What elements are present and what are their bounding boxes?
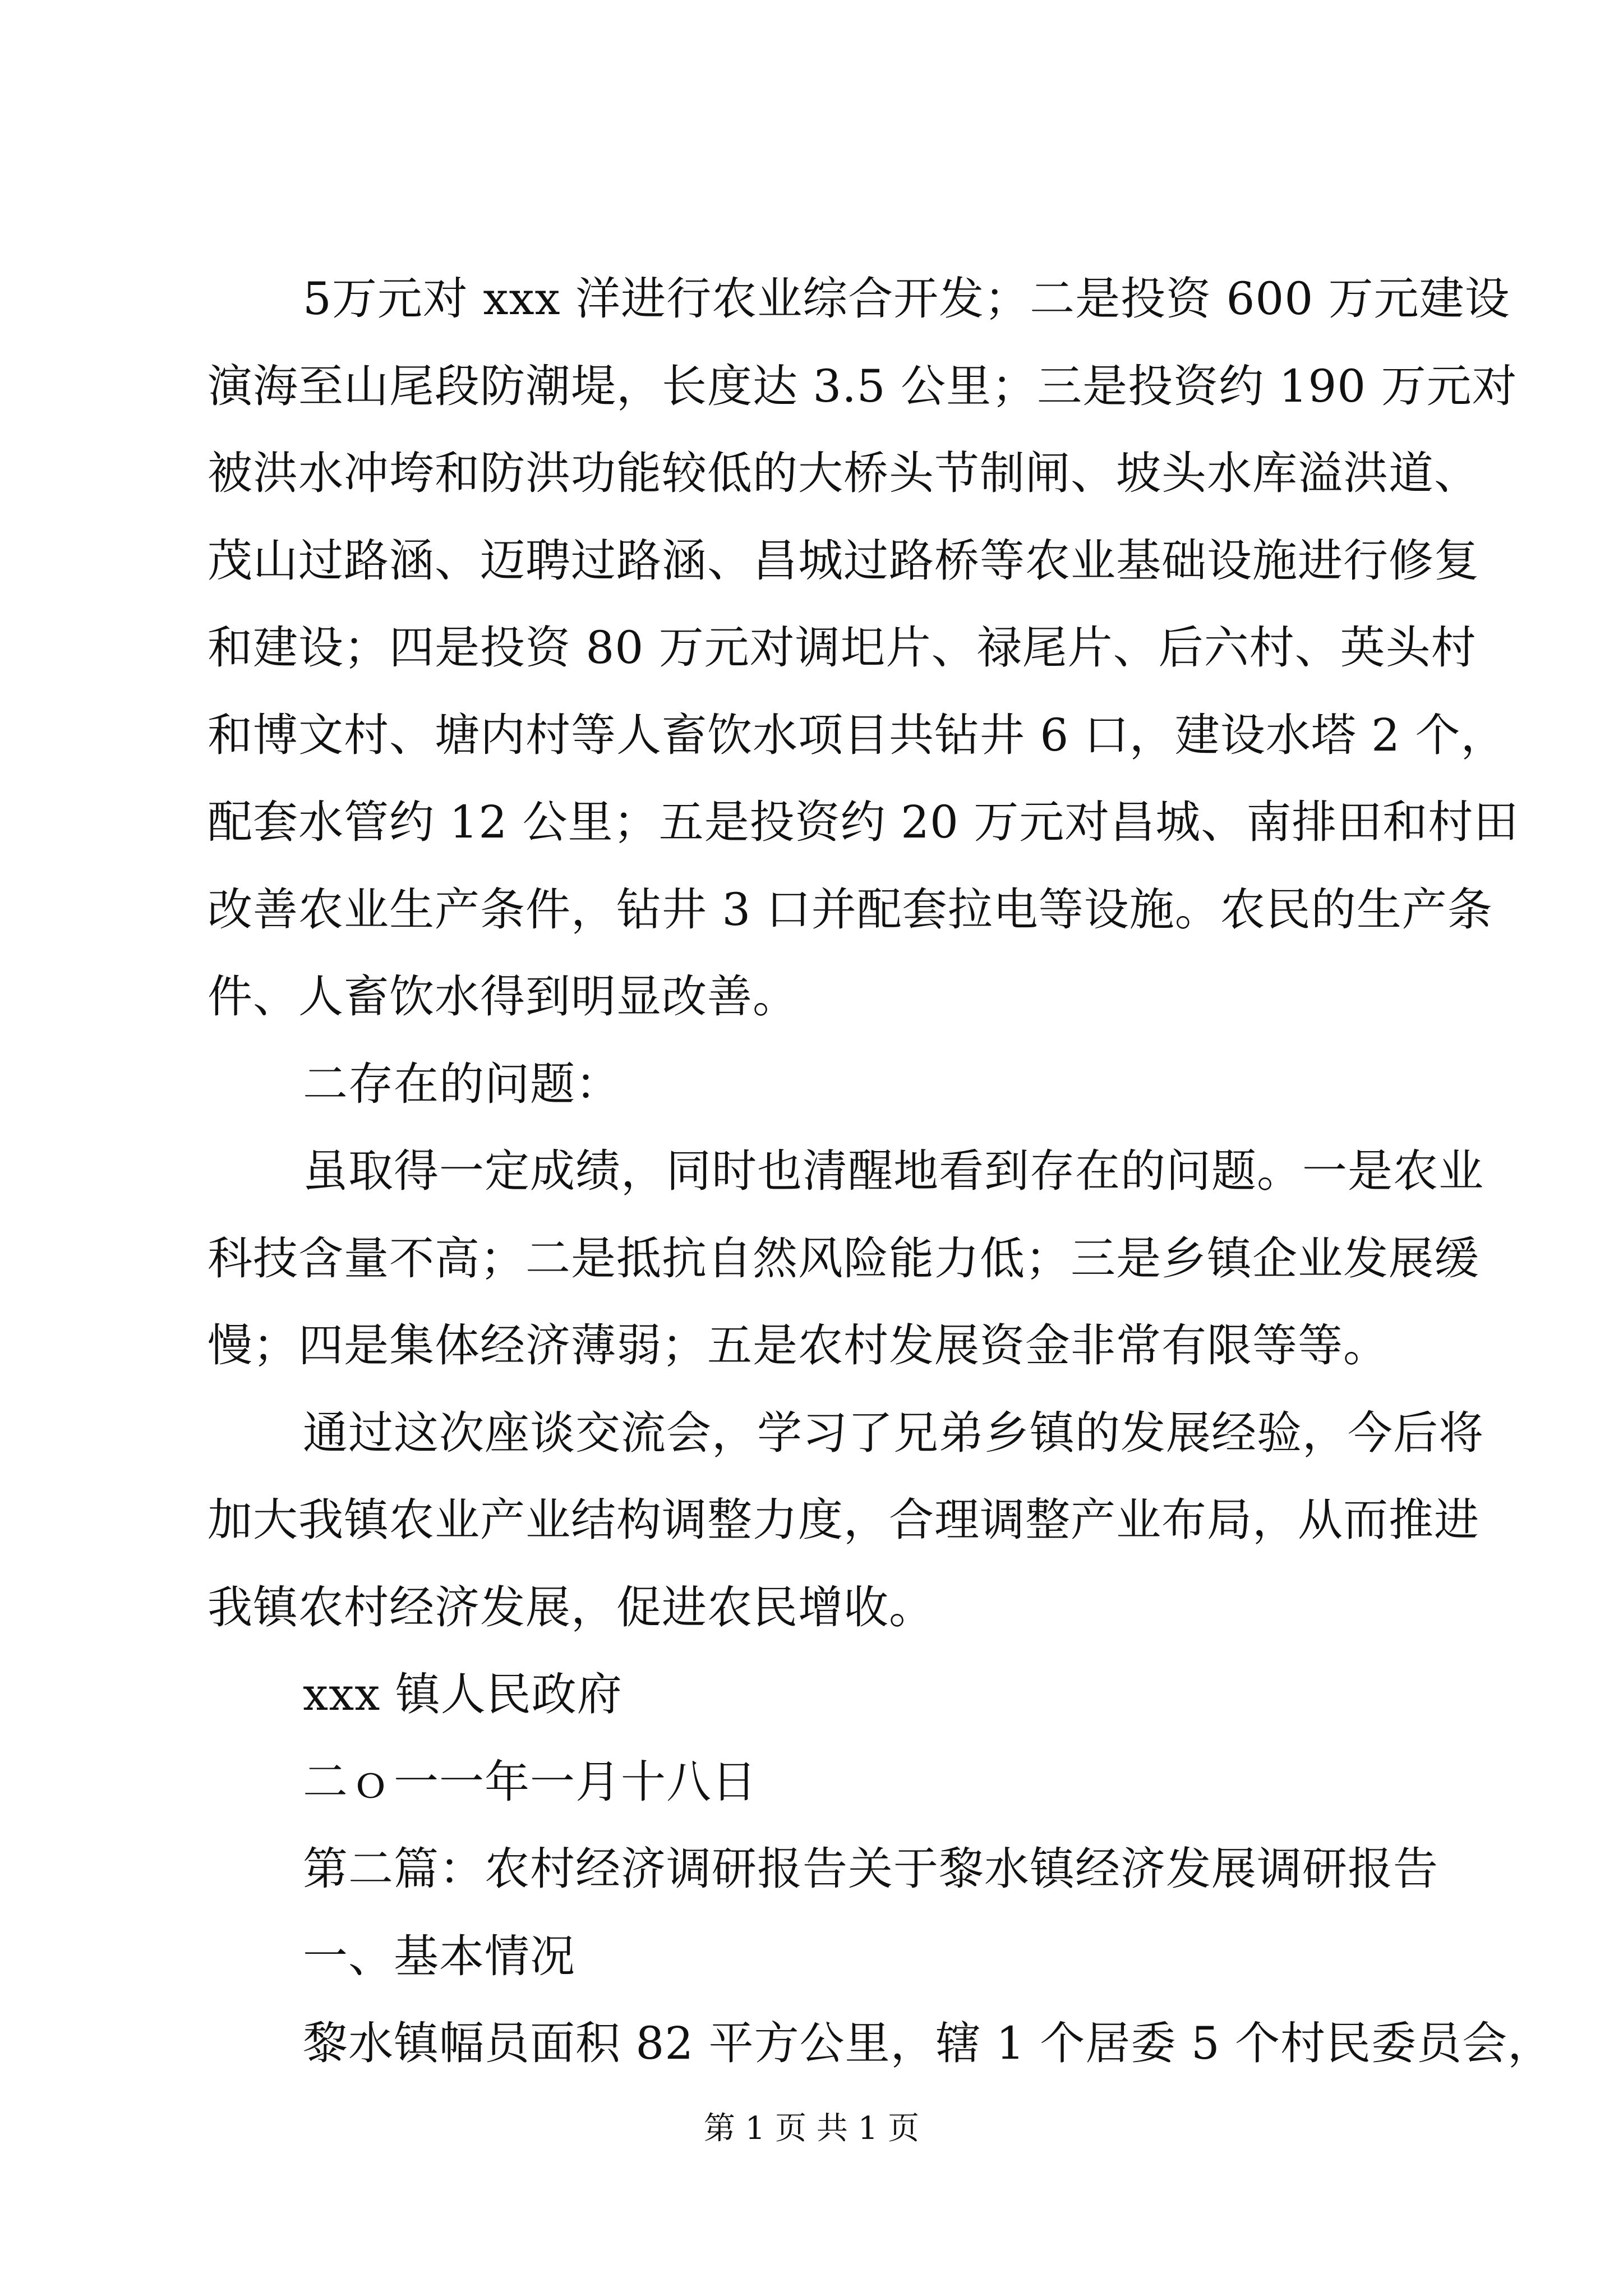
text-line: 件、人畜饮水得到明显改善。 xyxy=(208,970,798,1023)
signature-government xyxy=(303,1651,1405,1738)
heading-basic-situation xyxy=(303,1913,1405,2000)
page-footer: 第 1 页 共 1 页 xyxy=(703,2110,920,2147)
text-line: 我镇农村经济发展，促进农民增收。 xyxy=(208,1581,934,1634)
text-line: 虽取得一定成绩，同时也清醒地看到存在的问题。一是农业 xyxy=(303,1145,1484,1197)
paragraph-conclusion xyxy=(208,1389,1484,1651)
text-line: 黎水镇幅员面积 82 平方公里，辖 1 个居委 5 个村民委员会， xyxy=(303,2017,1553,2069)
text-line: 加大我镇农业产业结构调整力度，合理调整产业布局，从而推进 xyxy=(208,1494,1479,1546)
text-line: 一、基本情况 xyxy=(303,1930,575,1982)
text-line: xxx 镇人民政府 xyxy=(303,1668,623,1720)
text-line: 和建设；四是投资 80 万元对调圯片、禄尾片、后六村、英头村 xyxy=(208,622,1477,674)
text-line: 通过这次座谈交流会，学习了兄弟乡镇的发展经验，今后将 xyxy=(303,1406,1484,1459)
text-line: 演海至山尾段防潮堤，长度达 3.5 公里；三是投资约 190 万元对 xyxy=(208,360,1518,412)
document-body xyxy=(208,255,1553,2087)
text-line: 茂山过路涵、迈聘过路涵、昌城过路桥等农业基础设施进行修复 xyxy=(208,534,1479,587)
paragraph-basic-situation xyxy=(303,2000,1553,2087)
text-line: 科技含量不高；二是抵抗自然风险能力低；三是乡镇企业发展缓 xyxy=(208,1232,1479,1285)
text-line: 二ｏ一一年一月十八日 xyxy=(303,1755,757,1808)
text-line: 5万元对 xxx 洋进行农业综合开发；二是投资 600 万元建设 xyxy=(303,273,1510,325)
text-line: 被洪水冲垮和防洪功能较低的大桥头节制闸、坡头水库溢洪道、 xyxy=(208,447,1479,499)
text-line: 第二篇：农村经济调研报告关于黎水镇经济发展调研报告 xyxy=(303,1843,1438,1895)
text-line: 和博文村、塘内村等人畜饮水项目共钻井 6 口，建设水塔 2 个， xyxy=(208,708,1506,761)
section-title-second-article xyxy=(303,1825,1438,1913)
heading-existing-problems xyxy=(303,1041,1405,1128)
text-line: 二存在的问题： xyxy=(303,1057,621,1110)
text-line: 配套水管约 12 公里；五是投资约 20 万元对昌城、南排田和村田 xyxy=(208,796,1519,848)
text-line: 改善农业生产条件，钻井 3 口并配套拉电等设施。农民的生产条 xyxy=(208,883,1493,936)
text-line: 慢；四是集体经济薄弱；五是农村发展资金非常有限等等。 xyxy=(208,1319,1389,1372)
paragraph-investment-details xyxy=(208,255,1519,1041)
signature-date xyxy=(303,1738,1405,1826)
paragraph-problems xyxy=(208,1128,1484,1389)
